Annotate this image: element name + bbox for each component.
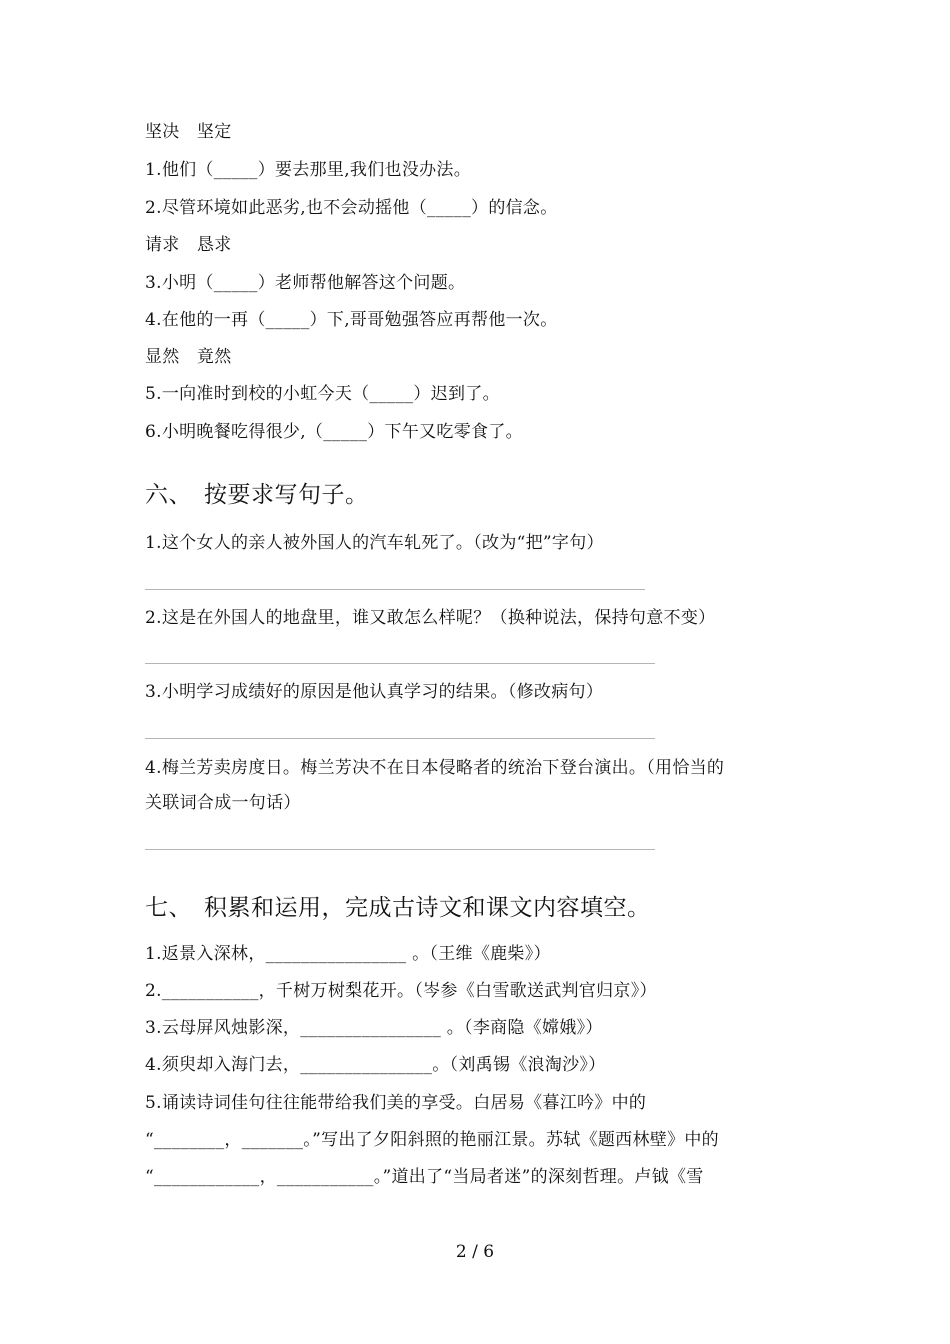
question-line: 2.这是在外国人的地盘里，谁又敢怎么样呢？（换种说法，保持句意不变）	[145, 608, 716, 628]
question-line: 4.梅兰芳卖房度日。梅兰芳决不在日本侵略者的统治下登台演出。（用恰当的	[145, 758, 725, 778]
question-line-continued: “____________，___________。”道出了“当局者迷”的深刻哲理。卢钺《雪	[145, 1167, 704, 1187]
page-number: 2 / 6	[455, 1242, 495, 1262]
question-line: 5.一向准时到校的小虹今天（_____）迟到了。	[145, 384, 500, 404]
question-line: 3.小明（_____）老师帮他解答这个问题。	[145, 273, 466, 293]
question-line: 1.这个女人的亲人被外国人的汽车轧死了。（改为“把”字句）	[145, 533, 604, 553]
question-line: 1.他们（_____）要去那里,我们也没办法。	[145, 160, 472, 180]
question-line: 3.云母屏风烛影深，________________ 。（李商隐《嫦娥》）	[145, 1018, 603, 1038]
section-heading-7: 七、 积累和运用，完成古诗文和课文内容填空。	[145, 895, 651, 921]
answer-line[interactable]	[145, 738, 655, 739]
word-pair-2: 请求 恳求	[145, 235, 232, 255]
question-line: 2.尽管环境如此恶劣,也不会动摇他（_____）的信念。	[145, 198, 558, 218]
answer-line[interactable]	[145, 589, 645, 590]
question-line: 4.须臾却入海门去，_______________。（刘禹锡《浪淘沙》）	[145, 1055, 606, 1075]
question-line: 5.诵读诗词佳句往往能带给我们美的享受。白居易《暮江吟》中的	[145, 1093, 647, 1113]
question-line-continued: 关联词合成一句话）	[145, 793, 301, 813]
question-line: 1.返景入深林，________________ 。（王维《鹿柴》）	[145, 944, 551, 964]
word-pair-1: 坚决 坚定	[145, 122, 232, 142]
word-pair-3: 显然 竟然	[145, 347, 232, 367]
question-line-continued: “________，_______。”写出了夕阳斜照的艳丽江景。苏轼《题西林壁》中的	[145, 1130, 719, 1150]
question-line: 3.小明学习成绩好的原因是他认真学习的结果。（修改病句）	[145, 682, 604, 702]
question-line: 6.小明晚餐吃得很少,（_____）下午又吃零食了。	[145, 422, 523, 442]
question-line: 4.在他的一再（_____）下,哥哥勉强答应再帮他一次。	[145, 310, 558, 330]
answer-line[interactable]	[145, 849, 655, 850]
question-line: 2.___________，千树万树梨花开。（岑参《白雪歌送武判官归京》）	[145, 981, 657, 1001]
section-heading-6: 六、 按要求写句子。	[145, 482, 369, 508]
answer-line[interactable]	[145, 663, 655, 664]
